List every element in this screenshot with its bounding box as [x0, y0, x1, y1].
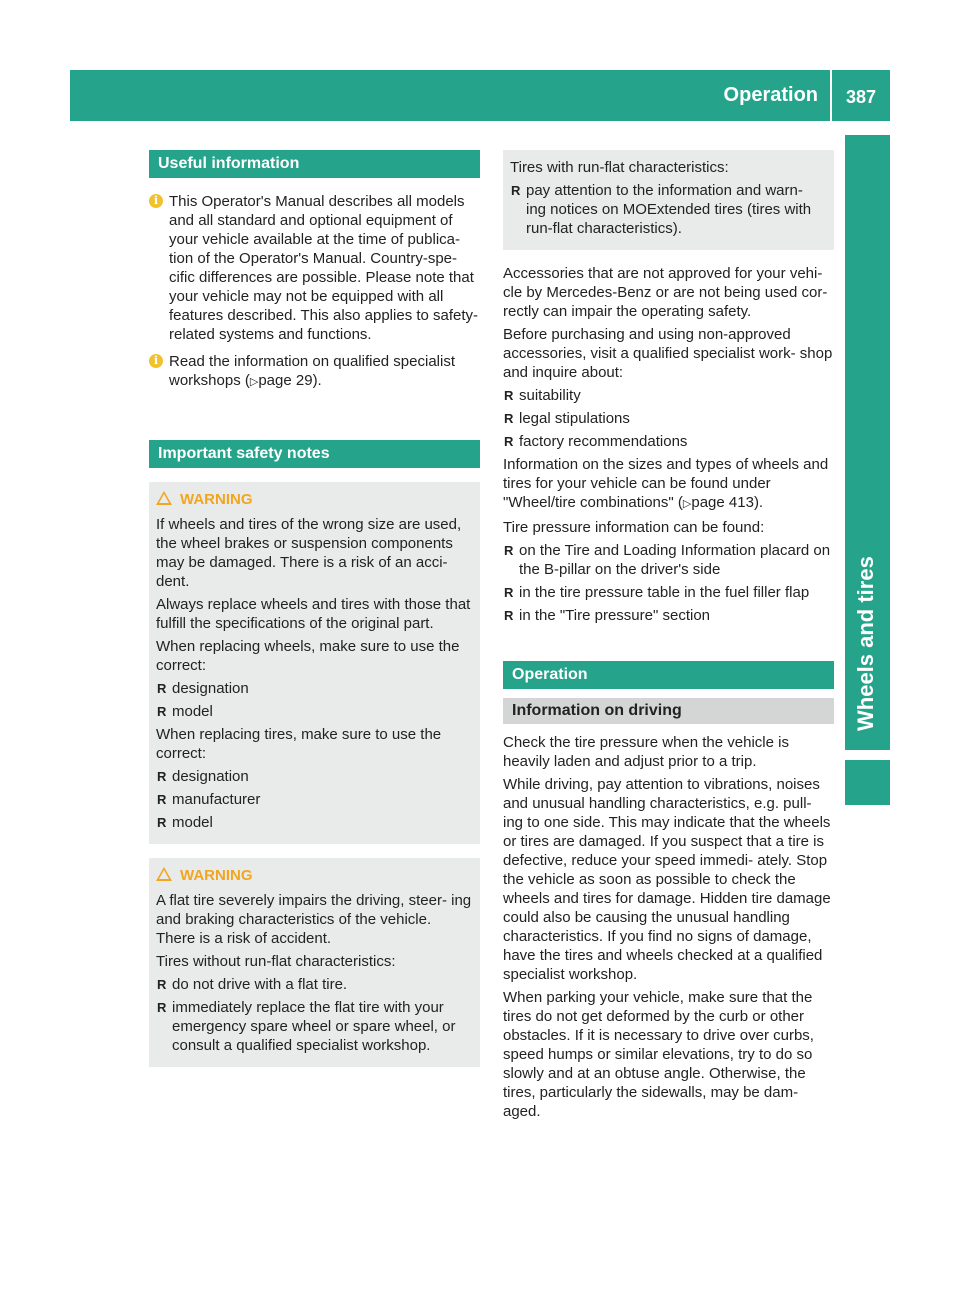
list-item-text: model [172, 814, 213, 831]
page-header-bar [70, 70, 890, 121]
body-paragraph [503, 455, 834, 514]
runflat-list [510, 181, 827, 238]
body-paragraph: While driving, pay attention to vibrations, noises and unusual handling characteristics, e.g. pull- ing to one side. This may indicate that the wheels or tires are damaged. If you suspect that a tire is defective, reduce your speed immedi- ately. Stop the vehicle as soon as possible to check the wheels and tires for damage. Hidden tire damage could also be causing the unusual handling characteristics. If you find no signs of damage, have the tires and wheels checked at a qualified specialist workshop. [503, 776, 831, 983]
warning-label [156, 866, 473, 885]
list-item: R designation [157, 680, 249, 697]
list-item-text: model [172, 703, 213, 720]
list-item: R pay attention to the information and warn- ing notices on MOExtended tires (tires with run-flat characteristics). [511, 182, 812, 237]
flat-tire-list [156, 975, 473, 1055]
body-paragraph: Tire pressure information can be found: [503, 519, 765, 536]
body-paragraph: Check the tire pressure when the vehicle is heavily laden and adjust prior to a trip. [503, 734, 789, 770]
header-section-title: Operation [723, 84, 818, 106]
warning-label [156, 490, 473, 509]
list-item-text: pay attention to the information and warn- ing notices on MOExtended tires (tires with run-flat characteristics). [526, 182, 812, 237]
list-item: R legal stipulations [504, 410, 630, 427]
info-note-models [149, 192, 480, 344]
list-item-text: manufacturer [172, 791, 261, 808]
list-item: R model [157, 703, 213, 720]
warning-box-flat-tire [149, 858, 480, 1067]
chapter-side-tab [845, 135, 890, 750]
info-note-workshops-text: Read the information on qualified specialist workshops ( [169, 353, 456, 389]
body-paragraph: When parking your vehicle, make sure that the tires do not get deformed by the curb or other obstacles. If it is necessary to drive over curbs, speed humps or similar elevations, try to do so slowly and at an obtuse angle. Otherwise, the tires, particularly the sidewalls, may be dam- aged. [503, 989, 814, 1120]
chapter-marker-square [845, 760, 890, 805]
information-on-driving-heading: Information on driving [503, 698, 834, 724]
warning-paragraph: Tires without run-flat characteristics: [156, 953, 396, 970]
body-text: Information on the sizes and types of wheels and tires for your vehicle can be found under "Wheel/tire combinations" ( [503, 456, 829, 511]
header-page-number: 387 [845, 87, 876, 107]
page-reference-link[interactable]: page 29 [258, 372, 313, 389]
list-item-text: suitability [519, 387, 581, 404]
list-item-text: in the "Tire pressure" section [519, 607, 711, 624]
warning-paragraph: If wheels and tires of the wrong size are used, the wheel brakes or suspension components may be damaged. There is a risk of an acci- dent. [156, 516, 462, 590]
list-item-text: do not drive with a flat tire. [172, 976, 348, 993]
info-note-workshops-end: ). [312, 372, 322, 389]
list-item-text: designation [172, 680, 249, 697]
list-item: R factory recommendations [504, 433, 688, 450]
page-reference-arrow-icon: ▷ [682, 498, 692, 510]
important-safety-notes-heading: Important safety notes [149, 440, 480, 468]
warning-label-text: WARNING [180, 867, 253, 884]
runflat-intro: Tires with run-flat characteristics: [510, 159, 729, 176]
list-item: R immediately replace the flat tire with your emergency spare wheel or spare wheel, or consult a qualified specialist workshop. [157, 999, 456, 1054]
list-item: R manufacturer [157, 791, 261, 808]
warning-label-text: WARNING [180, 491, 253, 508]
operation-heading: Operation [503, 661, 834, 689]
info-icon: i [149, 354, 163, 368]
warning-box-wheel-size [149, 482, 480, 844]
useful-information-heading: Useful information [149, 150, 480, 178]
warning-paragraph: When replacing tires, make sure to use the correct: [156, 726, 442, 762]
list-item-text: immediately replace the flat tire with your emergency spare wheel or spare wheel, or consult a qualified specialist workshop. [172, 999, 456, 1054]
info-icon: i [149, 194, 163, 208]
header-divider [830, 70, 832, 121]
body-paragraph: Accessories that are not approved for your vehi- cle by Mercedes-Benz or are not being used cor- rectly can impair the operating safety. [503, 265, 828, 320]
warning-paragraph: When replacing wheels, make sure to use the correct: [156, 638, 460, 674]
list-item-text: factory recommendations [519, 433, 688, 450]
warning-paragraph: A flat tire severely impairs the driving, steer- ing and braking characteristics of the vehicle. There is a risk of accident. [156, 892, 472, 947]
page-reference-arrow-icon: ▷ [249, 376, 259, 388]
body-text: ). [753, 494, 764, 511]
runflat-box [503, 150, 834, 250]
body-paragraph: Before purchasing and using non-approved accessories, visit a qualified specialist work- shop and inquire about: [503, 326, 833, 381]
list-item-text: on the Tire and Loading Information placard on the B-pillar on the driver's side [519, 542, 831, 578]
wheel-criteria-list [156, 679, 473, 721]
tire-pressure-location-list [503, 541, 834, 625]
accessory-inquiry-list [503, 386, 834, 451]
info-note-models-text: This Operator's Manual describes all models and all standard and optional equipment of your vehicle available at the time of publica- tion of the Operator's Manual. Country-spe- cific differences are possible. Please note that your vehicle may not be equipped with all features described. This also applies to safety-related systems and functions. [169, 193, 479, 343]
list-item-text: legal stipulations [519, 410, 630, 427]
warning-paragraph: Always replace wheels and tires with those that fulfill the specifications of the original part. [156, 596, 471, 632]
right-column [503, 150, 834, 1125]
list-item: R designation [157, 768, 249, 785]
list-item: R in the "Tire pressure" section [504, 607, 711, 624]
warning-triangle-icon [156, 491, 172, 505]
info-note-workshops [149, 352, 480, 392]
list-item-text: designation [172, 768, 249, 785]
left-column [149, 150, 480, 1067]
list-item: R on the Tire and Loading Information placard on the B-pillar on the driver's side [504, 542, 831, 578]
list-item: R suitability [504, 387, 581, 404]
list-item-text: in the tire pressure table in the fuel filler flap [519, 584, 810, 601]
tire-criteria-list [156, 767, 473, 832]
warning-triangle-icon [156, 867, 172, 881]
chapter-side-tab-label: Wheels and tires [853, 556, 878, 731]
list-item: R model [157, 814, 213, 831]
page-reference-link[interactable]: page 413 [691, 494, 754, 511]
list-item: R do not drive with a flat tire. [157, 976, 348, 993]
list-item: R in the tire pressure table in the fuel filler flap [504, 584, 810, 601]
